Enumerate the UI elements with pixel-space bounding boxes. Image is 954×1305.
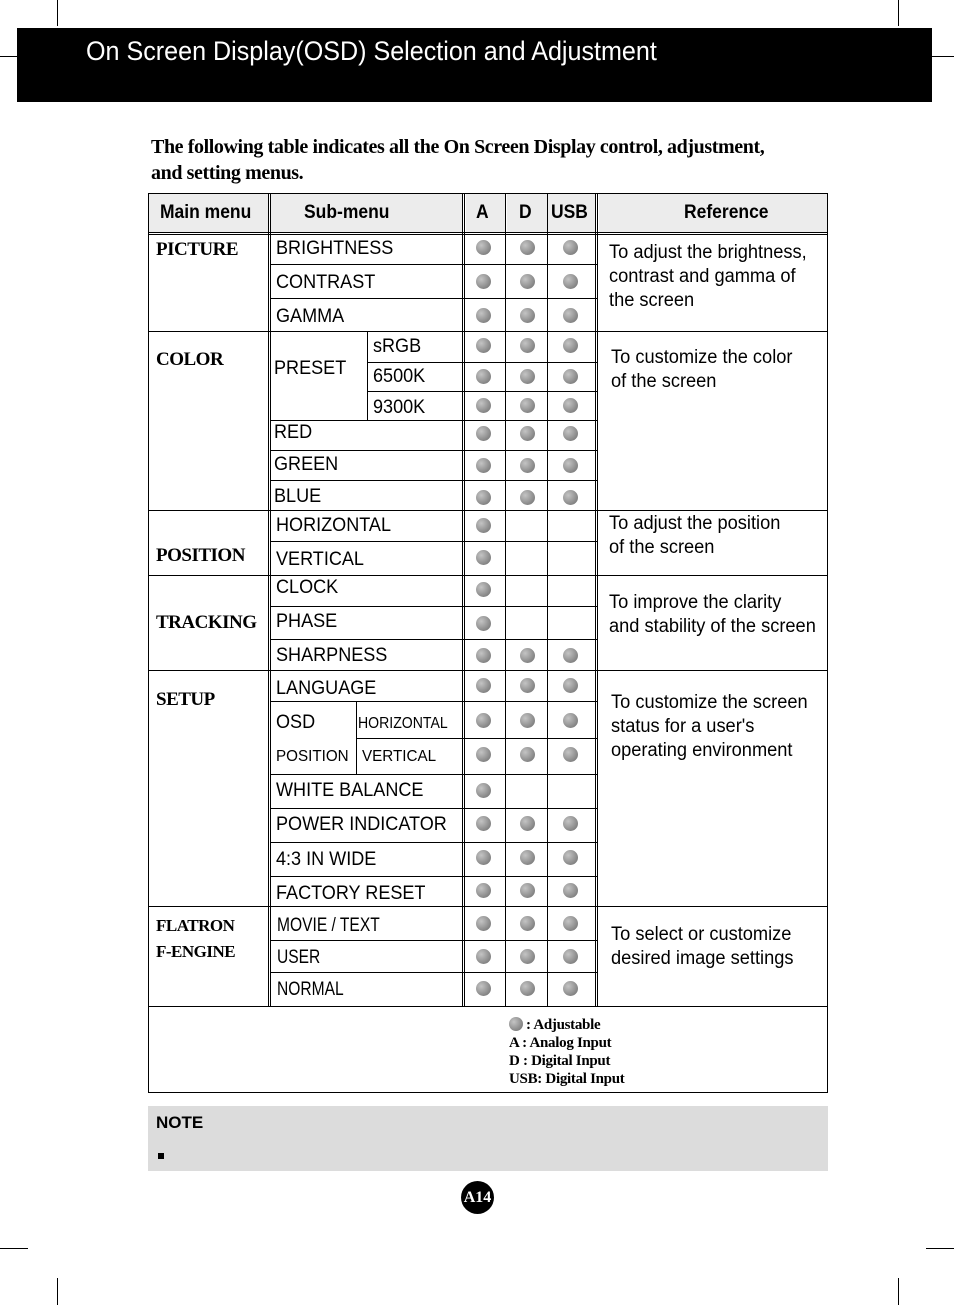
header-main-menu: Main menu: [160, 202, 252, 223]
grid-line: [149, 906, 827, 907]
intro-text: [151, 134, 811, 186]
grid-line: [149, 234, 827, 235]
adjustable-dot-icon: [476, 783, 491, 798]
adjustable-dot-icon: [520, 458, 535, 473]
adjustable-dot-icon: [476, 713, 491, 728]
adjustable-dot-icon: [520, 274, 535, 289]
reference-line: of the screen: [611, 371, 717, 392]
adjustable-dot-icon: [520, 308, 535, 323]
adjustable-dot-icon: [476, 458, 491, 473]
adjustable-dot-icon: [476, 398, 491, 413]
adjustable-dot-icon: [476, 648, 491, 663]
adjustable-dot-icon: [563, 850, 578, 865]
sub-menu-item: 4:3 IN WIDE: [276, 849, 377, 870]
adjustable-dot-icon: [520, 883, 535, 898]
grid-line: [367, 332, 368, 420]
sub-menu-item: MOVIE / TEXT: [277, 915, 380, 936]
grid-line: [149, 510, 827, 511]
reference-line: contrast and gamma of: [609, 266, 796, 287]
adjustable-dot-icon: [563, 369, 578, 384]
grid-line: [271, 972, 597, 973]
reference-line: To adjust the position: [609, 513, 781, 534]
grid-line: [547, 194, 548, 1007]
sub-menu-item: BRIGHTNESS: [276, 238, 394, 259]
reference-line: To select or customize: [611, 924, 792, 945]
adjustable-dot-icon: [563, 981, 578, 996]
adjustable-dot-icon: [476, 490, 491, 505]
intro-line: The following table indicates all the On Screen Display control, adjustment,: [151, 136, 765, 158]
main-menu-flatron: [156, 913, 235, 965]
adjustable-dot-icon: [563, 916, 578, 931]
grid-line: [271, 420, 597, 421]
legend-digital: D : Digital Input: [509, 1053, 611, 1069]
adjustable-dot-icon: [476, 426, 491, 441]
adjustable-dot-icon: [476, 816, 491, 831]
header-d: D: [519, 202, 532, 223]
sub-menu-item: WHITE BALANCE: [276, 780, 424, 801]
adjustable-dot-icon: [563, 678, 578, 693]
reference-line: status for a user's: [611, 716, 755, 737]
adjustable-dot-icon: [563, 713, 578, 728]
grid-line: [149, 1006, 827, 1007]
adjustable-dot-icon: [476, 582, 491, 597]
grid-line: [271, 298, 597, 299]
reference-picture: [609, 241, 815, 313]
legend: [509, 1016, 624, 1088]
adjustable-dot-icon: [476, 308, 491, 323]
main-menu-flatron-line: F-ENGINE: [156, 942, 236, 961]
adjustable-dot-icon: [476, 550, 491, 565]
grid-line: [271, 701, 597, 702]
adjustable-dot-icon: [520, 338, 535, 353]
crop-mark: [926, 1248, 954, 1249]
adjustable-dot-icon: [476, 747, 491, 762]
sub-menu-item: POWER INDICATOR: [276, 814, 447, 835]
grid-line: [271, 480, 597, 481]
sub-menu-item: BLUE: [274, 486, 322, 507]
adjustable-dot-icon: [563, 398, 578, 413]
crop-mark: [57, 1278, 58, 1305]
sub-menu-item: PRESET: [274, 358, 347, 379]
grid-line: [149, 575, 827, 576]
reference-flatron: [611, 923, 817, 971]
legend-adjustable-text: : Adjustable: [526, 1017, 601, 1033]
adjustable-dot-icon: [476, 916, 491, 931]
adjustable-dot-icon: [520, 713, 535, 728]
adjustable-dot-icon: [563, 490, 578, 505]
note-box: [148, 1106, 828, 1171]
adjustable-dot-icon: [476, 949, 491, 964]
grid-line: [271, 450, 597, 451]
sub-menu-item: USER: [277, 947, 321, 968]
sub-menu-item: PHASE: [276, 611, 338, 632]
grid-line: [149, 232, 827, 233]
adjustable-dot-icon: [520, 426, 535, 441]
grid-line: [271, 606, 597, 607]
adjustable-dot-icon: [476, 981, 491, 996]
adjustable-dot-icon: [509, 1017, 523, 1031]
adjustable-dot-icon: [563, 426, 578, 441]
sub-menu-item: HORIZONTAL: [358, 715, 448, 732]
sub-menu-item: VERTICAL: [276, 549, 364, 570]
sub-menu-item: GAMMA: [276, 306, 345, 327]
main-menu-position: POSITION: [156, 545, 245, 566]
adjustable-dot-icon: [520, 240, 535, 255]
grid-line: [270, 194, 271, 1007]
reference-line: of the screen: [609, 537, 715, 558]
adjustable-dot-icon: [563, 240, 578, 255]
note-label: NOTE: [156, 1113, 204, 1132]
adjustable-dot-icon: [563, 883, 578, 898]
crop-mark: [57, 0, 58, 26]
reference-line: operating environment: [611, 740, 793, 761]
header-a: A: [476, 202, 489, 223]
grid-line: [597, 194, 598, 1007]
main-menu-picture: PICTURE: [156, 239, 239, 260]
adjustable-dot-icon: [563, 308, 578, 323]
main-menu-tracking: TRACKING: [156, 612, 257, 633]
reference-setup: [611, 691, 817, 763]
adjustable-dot-icon: [476, 518, 491, 533]
sub-menu-item: CONTRAST: [276, 272, 376, 293]
adjustable-dot-icon: [476, 338, 491, 353]
sub-menu-item: sRGB: [373, 336, 422, 357]
reference-line: To adjust the brightness,: [609, 242, 807, 263]
adjustable-dot-icon: [563, 274, 578, 289]
grid-line: [271, 808, 597, 809]
adjustable-dot-icon: [520, 678, 535, 693]
adjustable-dot-icon: [563, 949, 578, 964]
reference-line: desired image settings: [611, 948, 794, 969]
grid-line: [505, 194, 506, 1007]
adjustable-dot-icon: [520, 398, 535, 413]
sub-menu-item: HORIZONTAL: [276, 515, 391, 536]
legend-analog: A : Analog Input: [509, 1035, 612, 1051]
sub-menu-item: RED: [274, 422, 313, 443]
osd-menu-table: [148, 193, 828, 1093]
grid-line: [271, 876, 597, 877]
reference-tracking: [609, 591, 815, 639]
grid-line: [356, 738, 597, 739]
page-number: A14: [461, 1181, 494, 1214]
grid-line: [268, 194, 269, 1007]
adjustable-dot-icon: [520, 850, 535, 865]
main-menu-setup: SETUP: [156, 689, 215, 710]
crop-mark: [932, 56, 954, 57]
adjustable-dot-icon: [520, 949, 535, 964]
sub-menu-item: FACTORY RESET: [276, 883, 426, 904]
sub-menu-item: 9300K: [373, 397, 426, 418]
sub-menu-item: POSITION: [276, 748, 349, 765]
sub-menu-item: LANGUAGE: [276, 678, 377, 699]
adjustable-dot-icon: [563, 648, 578, 663]
sub-menu-item: NORMAL: [277, 979, 344, 1000]
crop-mark: [0, 56, 17, 57]
reference-line: the screen: [609, 290, 695, 311]
reference-line: To customize the color: [611, 347, 793, 368]
sub-menu-item: CLOCK: [276, 577, 339, 598]
crop-mark: [898, 1278, 899, 1305]
main-menu-color: COLOR: [156, 349, 224, 370]
adjustable-dot-icon: [520, 490, 535, 505]
adjustable-dot-icon: [520, 747, 535, 762]
intro-line: and setting menus.: [151, 162, 304, 184]
adjustable-dot-icon: [476, 616, 491, 631]
reference-line: and stability of the screen: [609, 616, 816, 637]
sub-menu-item: GREEN: [274, 454, 339, 475]
adjustable-dot-icon: [520, 916, 535, 931]
page-title: On Screen Display(OSD) Selection and Adjustment: [86, 36, 657, 66]
adjustable-dot-icon: [476, 274, 491, 289]
grid-line: [271, 639, 597, 640]
grid-line: [595, 194, 596, 1007]
grid-line: [464, 194, 465, 1007]
grid-line: [367, 391, 597, 392]
header-reference: Reference: [684, 202, 769, 223]
grid-line: [271, 940, 597, 941]
sub-menu-item: 6500K: [373, 366, 426, 387]
adjustable-dot-icon: [563, 816, 578, 831]
adjustable-dot-icon: [520, 369, 535, 384]
adjustable-dot-icon: [563, 747, 578, 762]
note-bullet: [158, 1153, 164, 1159]
adjustable-dot-icon: [563, 458, 578, 473]
adjustable-dot-icon: [476, 240, 491, 255]
adjustable-dot-icon: [520, 648, 535, 663]
reference-line: To improve the clarity: [609, 592, 782, 613]
sub-menu-item: VERTICAL: [362, 748, 437, 765]
main-menu-flatron-line: FLATRON: [156, 916, 235, 935]
adjustable-dot-icon: [520, 981, 535, 996]
header-usb: USB: [551, 202, 588, 223]
grid-line: [149, 331, 827, 332]
grid-line: [271, 541, 597, 542]
adjustable-dot-icon: [476, 883, 491, 898]
crop-mark: [898, 0, 899, 26]
grid-line: [462, 194, 463, 1007]
reference-color: [611, 346, 817, 394]
reference-line: To customize the screen: [611, 692, 808, 713]
adjustable-dot-icon: [476, 369, 491, 384]
reference-position: [609, 512, 815, 560]
adjustable-dot-icon: [520, 816, 535, 831]
grid-line: [271, 842, 597, 843]
adjustable-dot-icon: [563, 338, 578, 353]
adjustable-dot-icon: [476, 678, 491, 693]
sub-menu-item: SHARPNESS: [276, 645, 388, 666]
grid-line: [367, 362, 597, 363]
grid-line: [149, 670, 827, 671]
sub-menu-item: OSD: [276, 712, 316, 733]
legend-adjustable: [509, 1016, 624, 1034]
crop-mark: [0, 1248, 28, 1249]
legend-usb: USB: Digital Input: [509, 1071, 625, 1087]
header-sub-menu: Sub-menu: [304, 202, 390, 223]
grid-line: [271, 264, 597, 265]
adjustable-dot-icon: [476, 850, 491, 865]
grid-line: [271, 774, 597, 775]
